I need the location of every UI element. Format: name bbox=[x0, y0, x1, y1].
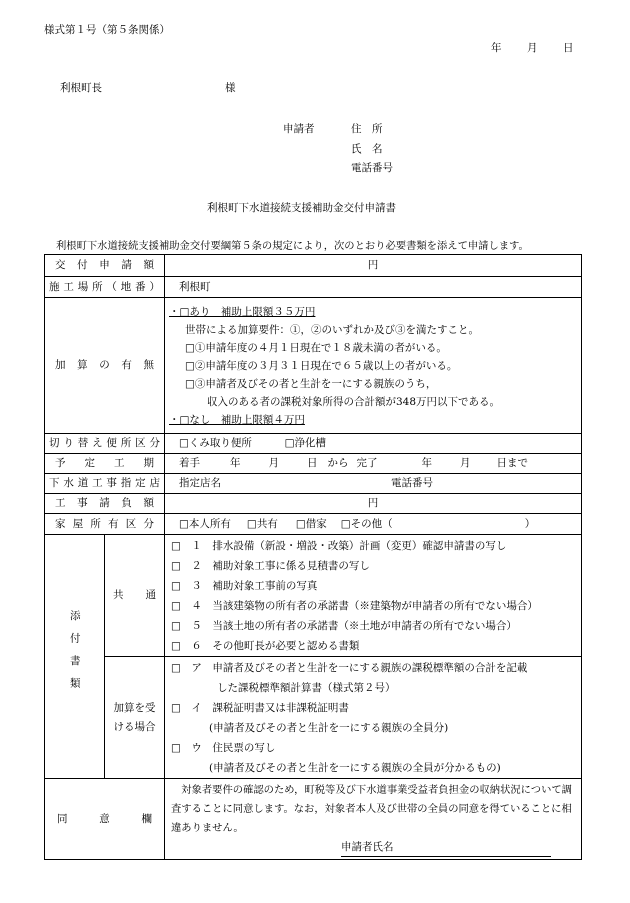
common-label: 共通 bbox=[105, 535, 165, 657]
schedule-end-month: 月 bbox=[460, 457, 471, 470]
row-additional bbox=[45, 298, 582, 434]
requirement-3-checkbox[interactable]: □③申請者及びその者と生計を一にする親族のうち， bbox=[185, 377, 437, 390]
contractor-label: 下水道工事指定店 bbox=[45, 474, 165, 494]
common-item-4[interactable]: □ ４ 当該建築物の所有者の承諾書（※建築物が申請者の所有でない場合） bbox=[171, 599, 538, 612]
schedule-until: 日まで bbox=[496, 457, 528, 470]
toilet-options bbox=[165, 434, 582, 454]
ownership-close: ） bbox=[524, 517, 536, 530]
schedule-from: から bbox=[327, 457, 349, 470]
consent-signature-label: 申請者氏名 bbox=[341, 841, 394, 853]
row-schedule bbox=[45, 454, 582, 474]
common-item-1[interactable]: □ １ 排水設備（新設・増設・改築）計画（変更）確認申請書の写し bbox=[171, 539, 507, 552]
row-construction-amount bbox=[45, 494, 582, 514]
schedule-field[interactable] bbox=[165, 454, 582, 474]
grant-amount-label: 交付申請額 bbox=[45, 255, 165, 277]
common-item-6[interactable]: □ ６ その他町長が必要と認める書類 bbox=[171, 639, 360, 652]
schedule-end: 完了 bbox=[356, 457, 378, 470]
schedule-start-month: 月 bbox=[268, 457, 279, 470]
additional-item-i-detail: (申請者及びその者と生計を一にする親族の全員分) bbox=[209, 721, 449, 734]
ownership-own[interactable]: □本人所有 bbox=[179, 517, 231, 530]
additional-options bbox=[165, 298, 582, 434]
schedule-start-day: 日 bbox=[307, 457, 318, 470]
row-site bbox=[45, 277, 582, 298]
row-attachments-additional bbox=[45, 657, 582, 779]
attachments-label bbox=[45, 535, 105, 779]
additional-item-a-detail: した課税標準額計算書（様式第２号） bbox=[217, 681, 396, 694]
schedule-start: 着手 bbox=[179, 457, 200, 470]
row-toilet bbox=[45, 434, 582, 454]
contractor-phone-label: 電話番号 bbox=[391, 477, 433, 490]
additional-item-u[interactable]: □ ウ 住民票の写し bbox=[171, 741, 276, 754]
additional-item-a[interactable]: □ ア 申請者及びその者と生計を一にする親族の課税標準額の合計を記載 bbox=[171, 661, 528, 674]
additional-item-i[interactable]: □ イ 課税証明書又は非課税証明書 bbox=[171, 701, 349, 714]
schedule-label: 予定工期 bbox=[45, 454, 165, 474]
construction-amount-field[interactable] bbox=[165, 494, 582, 514]
requirement-1-checkbox[interactable]: □①申請年度の４月１日現在で１８歳未満の者がいる。 bbox=[185, 341, 447, 354]
addressee-mayor: 利根町長 bbox=[60, 82, 102, 94]
ownership-label: 家屋所有区分 bbox=[45, 514, 165, 535]
grant-amount-field[interactable] bbox=[165, 255, 582, 277]
schedule-start-year: 年 bbox=[230, 457, 241, 470]
row-attachments-common bbox=[45, 535, 582, 657]
additional-docs-label-1: 加算を受 bbox=[113, 701, 156, 714]
toilet-option-kumitori[interactable]: □くみ取り便所 bbox=[179, 437, 252, 450]
name-label: 氏 名 bbox=[351, 143, 383, 155]
ownership-other[interactable]: □その他（ bbox=[340, 517, 393, 530]
addressee-honorific: 様 bbox=[225, 82, 236, 94]
phone-label: 電話番号 bbox=[351, 162, 393, 174]
common-items bbox=[165, 535, 582, 657]
date-day: 日 bbox=[563, 42, 574, 54]
contractor-field[interactable] bbox=[165, 474, 582, 494]
requirement-2-checkbox[interactable]: □②申請年度の３月３１日現在で６５歳以上の者がいる。 bbox=[185, 359, 458, 372]
address-label: 住 所 bbox=[351, 123, 383, 135]
construction-amount-unit: 円 bbox=[367, 497, 379, 510]
consent-signature-field[interactable] bbox=[341, 838, 551, 857]
ownership-shared[interactable]: □共有 bbox=[246, 517, 278, 530]
date-year: 年 bbox=[491, 42, 502, 54]
additional-docs-label bbox=[105, 657, 165, 779]
site-label: 施工場所（地番） bbox=[45, 277, 165, 298]
additional-label: 加算の有無 bbox=[45, 298, 165, 434]
additional-yes-option[interactable]: ・□あり 補助上限額３５万円 bbox=[169, 305, 316, 318]
toilet-option-septic[interactable]: □浄化槽 bbox=[284, 437, 327, 450]
construction-amount-label: 工事請負額 bbox=[45, 494, 165, 514]
attachments-label-text: 添付書類 bbox=[68, 609, 81, 700]
form-number: 様式第１号（第５条関係） bbox=[44, 24, 170, 36]
ownership-rental[interactable]: □借家 bbox=[295, 517, 327, 530]
intro-text: 利根町下水道接続支援補助金交付要綱第５条の規定により，次のとおり必要書類を添えて申請します。 bbox=[56, 240, 529, 252]
contractor-shop-label: 指定店名 bbox=[179, 477, 221, 490]
site-value: 利根町 bbox=[179, 280, 211, 293]
common-item-5[interactable]: □ ５ 当該土地の所有者の承諾書（※土地が申請者の所有でない場合） bbox=[171, 619, 517, 632]
additional-requirement: 世帯による加算要件：①，②のいずれか及び③を満たすこと。 bbox=[185, 323, 479, 336]
site-field[interactable] bbox=[165, 277, 582, 298]
common-item-2[interactable]: □ ２ 補助対象工事に係る見積書の写し bbox=[171, 559, 370, 572]
date-month: 月 bbox=[527, 42, 538, 54]
additional-items bbox=[165, 657, 582, 779]
common-item-3[interactable]: □ ３ 補助対象工事前の写真 bbox=[171, 579, 318, 592]
row-consent bbox=[45, 779, 582, 860]
row-ownership bbox=[45, 514, 582, 535]
ownership-options bbox=[165, 514, 582, 535]
requirement-3-detail: 収入のある者の課税対象所得の合計額が348万円以下である。 bbox=[207, 395, 501, 408]
consent-cell bbox=[165, 779, 582, 860]
additional-docs-label-2: ける場合 bbox=[113, 720, 156, 733]
applicant-label: 申請者 bbox=[283, 123, 315, 135]
form-title: 利根町下水道接続支援補助金交付申請書 bbox=[207, 202, 396, 214]
additional-item-u-detail: (申請者及びその者と生計を一にする親族の全員が分かるもの) bbox=[209, 761, 501, 774]
additional-no-option[interactable]: ・□なし 補助上限額４万円 bbox=[169, 413, 305, 426]
row-grant-amount bbox=[45, 255, 582, 277]
application-table bbox=[44, 254, 582, 860]
row-contractor bbox=[45, 474, 582, 494]
consent-text: 対象者要件の確認のため，町税等及び下水道事業受益者負担金の収納状況について調査することに同意します。なお，対象者本人及び世帯の全員の同意を得ていることに相違ありません。 bbox=[171, 784, 572, 834]
toilet-label: 切り替え便所区分 bbox=[45, 434, 165, 454]
grant-amount-unit: 円 bbox=[367, 259, 379, 272]
schedule-end-year: 年 bbox=[421, 457, 432, 470]
consent-label: 同意欄 bbox=[45, 779, 165, 860]
